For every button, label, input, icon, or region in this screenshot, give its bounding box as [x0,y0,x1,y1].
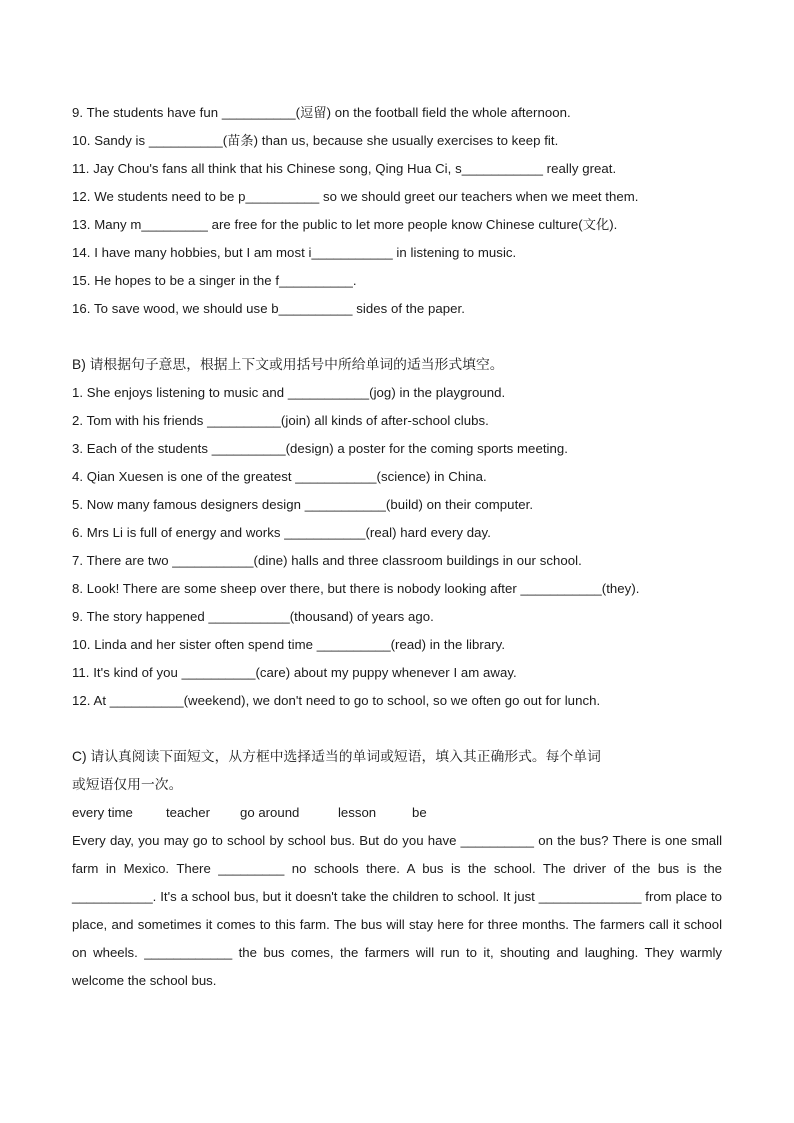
question-item: 10. Linda and her sister often spend time __________(read) in the library. [72,637,506,652]
reading-passage: Every day, you may go to school by school bus. But do you have __________ on the bus? There is one small farm in Mexico. There _________ no schools there. A bus is the school. The driver of the bus is the ___________. It's a school bus, but it doesn't take the children to school. It just ______________ from place to place, and sometimes it comes to this farm. The bus will stay here for three months. The farmers call it school on wheels. ____________ the bus comes, the farmers will run to it, shouting and laughing. They warmly welcome the school bus. [72,833,722,988]
section-c-title-line2: 或短语仅用一次。 [72,777,183,792]
part-a-list [72,99,722,323]
question-item: 8. Look! There are some sheep over there, but there is nobody looking after ___________(they). [72,581,640,596]
question-item: 6. Mrs Li is full of energy and works ___________(real) hard every day. [72,525,491,540]
question-item: 9. The story happened ___________(thousand) of years ago. [72,609,434,624]
question-item: 11. Jay Chou's fans all think that his Chinese song, Qing Hua Ci, s___________ really great. [72,161,617,176]
question-item: 11. It's kind of you __________(care) about my puppy whenever I am away. [72,665,517,680]
question-item: 10. Sandy is __________(苗条) than us, because she usually exercises to keep fit. [72,133,559,148]
section-spacer [72,323,722,351]
word-bank [72,799,722,827]
question-item: 13. Many m_________ are free for the public to let more people know Chinese culture(文化). [72,217,618,232]
question-item: 12. At __________(weekend), we don't need to go to school, so we often go out for lunch. [72,693,601,708]
question-item: 5. Now many famous designers design ___________(build) on their computer. [72,497,534,512]
worksheet-content [72,99,722,995]
question-item: 3. Each of the students __________(design) a poster for the coming sports meeting. [72,441,569,456]
section-b-title: B) 请根据句子意思，根据上下文或用括号中所给单词的适当形式填空。 [72,357,504,372]
question-item: 15. He hopes to be a singer in the f__________. [72,273,357,288]
section-spacer [72,715,722,743]
question-item: 1. She enjoys listening to music and ___________(jog) in the playground. [72,385,506,400]
section-c [72,743,722,995]
word-bank-item: lesson [338,805,377,820]
section-b [72,351,722,715]
word-bank-item: every time [72,805,133,820]
question-item: 12. We students need to be p__________ so we should greet our teachers when we meet them. [72,189,639,204]
section-c-title-line1: C) 请认真阅读下面短文，从方框中选择适当的单词或短语，填入其正确形式。每个单词 [72,749,601,764]
question-item: 2. Tom with his friends __________(join) all kinds of after-school clubs. [72,413,489,428]
word-bank-item: be [412,805,427,820]
word-bank-item: go around [240,805,300,820]
question-item: 16. To save wood, we should use b__________ sides of the paper. [72,301,465,316]
question-item: 7. There are two ___________(dine) halls and three classroom buildings in our school. [72,553,582,568]
question-item: 9. The students have fun __________(逗留) on the football field the whole afternoon. [72,105,571,120]
question-item: 4. Qian Xuesen is one of the greatest ___________(science) in China. [72,469,487,484]
word-bank-item: teacher [166,805,210,820]
question-item: 14. I have many hobbies, but I am most i___________ in listening to music. [72,245,517,260]
